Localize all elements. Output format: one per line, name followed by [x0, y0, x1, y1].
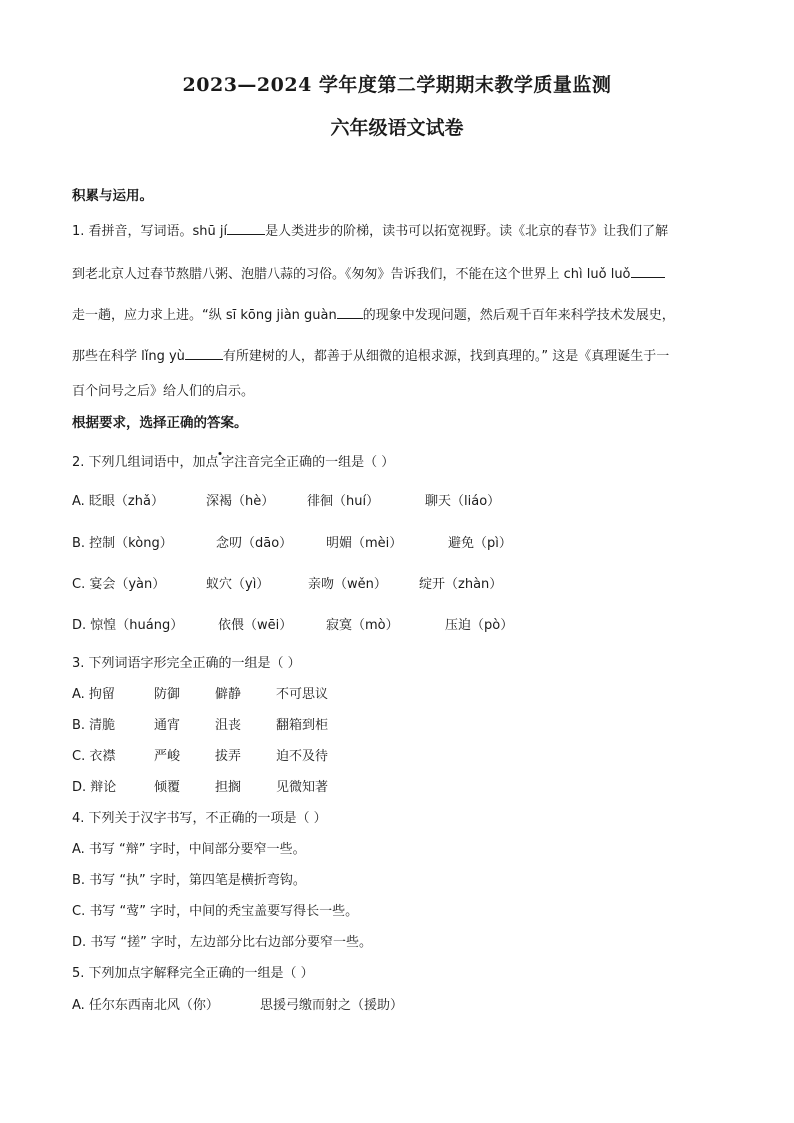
option-text: 避免（pì） [448, 536, 512, 551]
exam-title: 2023—2024 学年度第二学期期末教学质量监测 [182, 74, 612, 96]
exam-subtitle: 六年级语文试卷 [330, 117, 464, 139]
option-text: 迫不及待 [276, 749, 329, 764]
option-text: A. 任尔东西南北风（你） [72, 998, 219, 1013]
option-text: 压迫（pò） [445, 618, 514, 633]
option-text: 徘徊（huí） [307, 494, 380, 509]
option-text: 深褐（hè） [206, 494, 275, 509]
section-heading-accumulation: 积累与运用。 [72, 188, 153, 204]
q1-line-1 [72, 220, 668, 239]
option-text: C. 衣襟 [72, 749, 116, 764]
option-text: A. 拘留 [72, 687, 115, 702]
q2-stem-text: 2. 下列几组词语中，加点 [72, 455, 219, 470]
option-text: 亲吻（wěn） [308, 577, 387, 592]
answer-blank[interactable] [337, 306, 363, 319]
q1-text: 是人类进步的阶梯，读书可以拓宽视野。读《北京的春节》让我们了解 [265, 224, 669, 239]
q4-option-c[interactable]: C. 书写 “莺” 字时，中间的秃宝盖要写得长一些。 [72, 904, 359, 919]
q4-stem: 4. 下列关于汉字书写，不正确的一项是（ ） [72, 811, 327, 826]
option-text: 防御 [154, 687, 181, 702]
option-text: B. 清脆 [72, 718, 116, 733]
option-text: D. 惊惶（huáng） [72, 618, 184, 633]
option-text: 思援弓缴而射之（援助） [260, 998, 404, 1013]
option-text: 通宵 [154, 718, 181, 733]
option-text: C. 宴会（yàn） [72, 577, 166, 592]
answer-blank[interactable] [631, 265, 665, 278]
q3-stem: 3. 下列词语字形完全正确的一组是（ ） [72, 656, 301, 671]
q1-text: 有所建树的人，都善于从细微的追根求源，找到真理的。” 这是《真理诞生于一 [222, 349, 670, 364]
dot-mark-icon [219, 455, 222, 470]
option-text: D. 辩论 [72, 780, 117, 795]
option-text: 拔弄 [215, 749, 242, 764]
option-text: 不可思议 [276, 687, 329, 702]
option-text: 见微知著 [276, 780, 329, 795]
q1-text: 到老北京人过春节熬腊八粥、泡腊八蒜的习俗。《匆匆》告诉我们，不能在这个世界上 chì luǒ luǒ [72, 267, 631, 282]
q4-option-a[interactable]: A. 书写 “辩” 字时，中间部分要窄一些。 [72, 842, 306, 857]
q4-option-b[interactable]: B. 书写 “执” 字时，第四笔是横折弯钩。 [72, 873, 306, 888]
option-text: 念叨（dāo） [216, 536, 293, 551]
option-text: 聊天（liáo） [425, 494, 501, 509]
option-text: 僻静 [215, 687, 242, 702]
section-heading-choice: 根据要求，选择正确的答案。 [72, 415, 248, 431]
option-text: B. 控制（kòng） [72, 536, 173, 551]
q5-stem: 5. 下列加点字解释完全正确的一组是（ ） [72, 966, 314, 981]
q2-stem [72, 451, 394, 470]
answer-blank[interactable] [185, 347, 223, 360]
option-text: 蚁穴（yì） [206, 577, 270, 592]
q1-line-5: 百个问号之后》给人们的启示。 [72, 384, 255, 399]
q1-line-4 [72, 345, 669, 364]
q2-stem-text: 字注音完全正确的一组是（ ） [221, 455, 395, 470]
q1-text: 那些在科学 lǐng yù [72, 349, 185, 364]
q1-line-2 [72, 263, 665, 282]
option-text: 绽开（zhàn） [419, 577, 503, 592]
q1-text: 走一趟，应力求上进。“纵 sī kōng jiàn guàn [72, 308, 337, 323]
option-text: 明媚（mèi） [326, 536, 403, 551]
option-text: 沮丧 [215, 718, 242, 733]
option-text: 寂寞（mò） [326, 618, 399, 633]
q1-text: 的现象中发现问题，然后观千百年来科学技术发展史， [362, 308, 675, 323]
q1-line-3 [72, 304, 675, 323]
q4-option-d[interactable]: D. 书写 “搓” 字时，左边部分比右边部分要窄一些。 [72, 935, 373, 950]
answer-blank[interactable] [227, 222, 265, 235]
option-text: 倾覆 [154, 780, 181, 795]
option-text: A. 眨眼（zhǎ） [72, 494, 164, 509]
option-text: 严峻 [154, 749, 181, 764]
q1-text: 1. 看拼音，写词语。shū jí [72, 224, 228, 239]
option-text: 依偎（wēi） [218, 618, 293, 633]
option-text: 翻箱到柜 [276, 718, 329, 733]
option-text: 担搁 [215, 780, 242, 795]
